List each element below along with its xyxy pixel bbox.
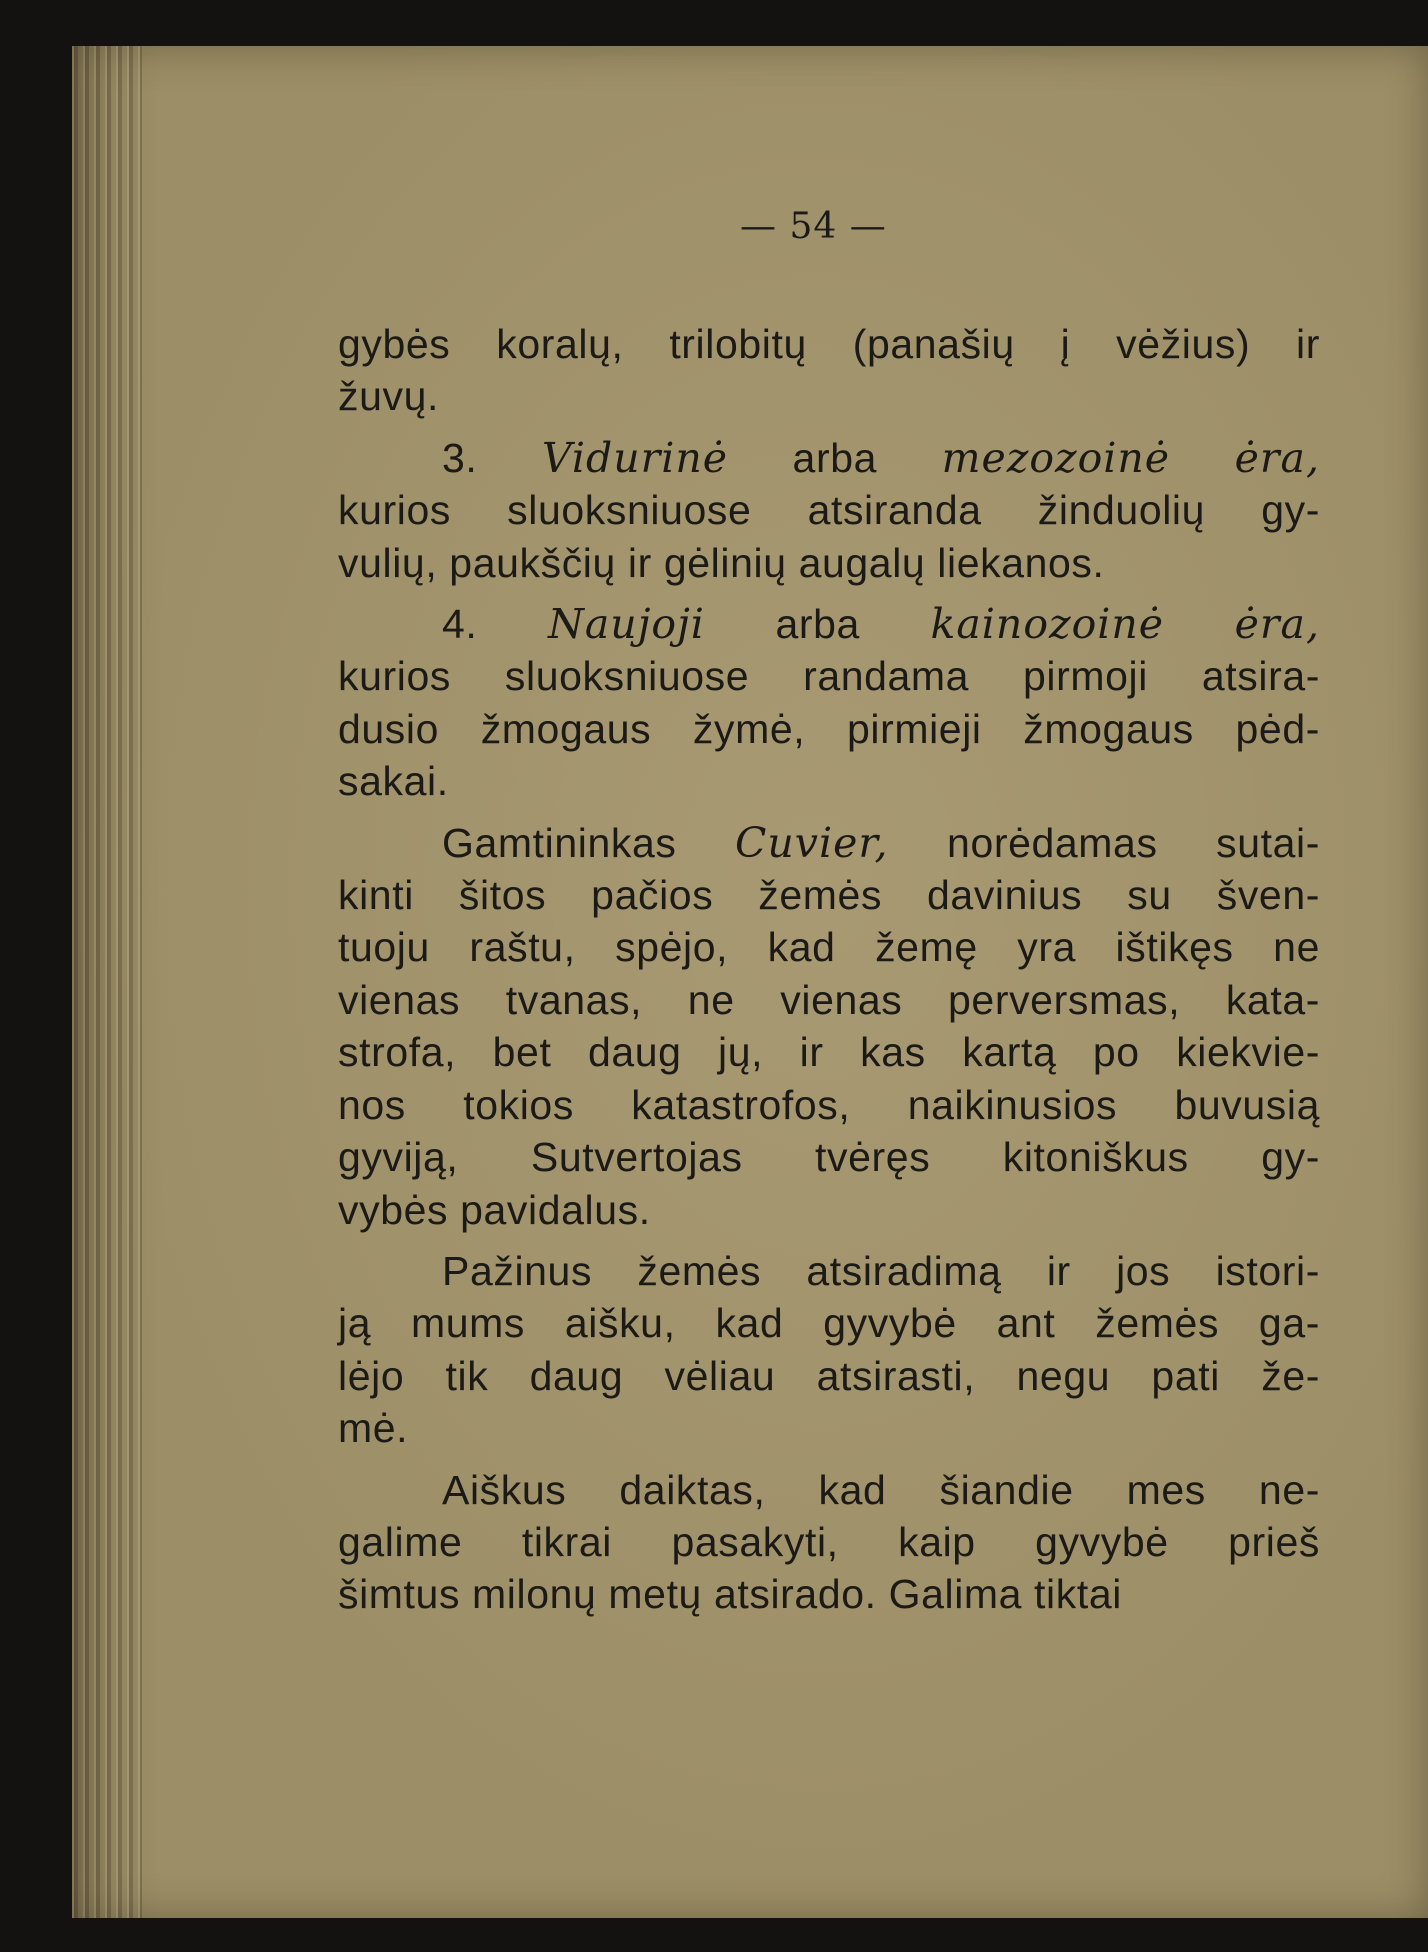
- text-line: [338, 1245, 1320, 1297]
- text-run: arba: [728, 434, 942, 481]
- text-run: gyviją, Sutvertojas tvėręs kitoniškus gy-: [338, 1134, 1320, 1181]
- text-run: lėjo tik daug vėliau atsirasti, negu pati že-: [338, 1352, 1320, 1399]
- text-run: kurios sluoksniuose atsiranda žinduolių gy-: [338, 487, 1320, 534]
- text-run: [1170, 435, 1235, 481]
- paragraph: [338, 1464, 1320, 1621]
- text-run: kurios sluoksniuose randama pirmoji atsira-: [338, 653, 1320, 700]
- text-run: ją mums aišku, kad gyvybė ant žemės ga-: [338, 1300, 1320, 1347]
- text-run: žuvų.: [338, 373, 439, 420]
- text-line: [338, 650, 1320, 702]
- italic-term: kainozoinė: [930, 600, 1165, 649]
- text-line: [338, 370, 1320, 422]
- paragraph: [338, 598, 1320, 808]
- text-line: [338, 703, 1320, 755]
- italic-term: Vidurinė: [541, 433, 728, 482]
- text-run: nos tokios katastrofos, naikinusios buvusią: [338, 1081, 1320, 1128]
- text-line: [338, 432, 1320, 484]
- text-run: 4.: [442, 601, 548, 648]
- text-line: [338, 598, 1320, 650]
- text-run: Pažinus žemės atsiradimą ir jos istori-: [442, 1247, 1320, 1294]
- italic-term: Naujoji: [547, 600, 705, 649]
- italic-term: ėra,: [1234, 433, 1320, 482]
- text-run: norėdamas sutai-: [888, 819, 1320, 866]
- text-line: [338, 755, 1320, 807]
- text-run: sakai.: [338, 758, 449, 805]
- text-line: [338, 1026, 1320, 1078]
- text-line: [338, 1297, 1320, 1349]
- text-line: [338, 921, 1320, 973]
- text-line: [338, 1184, 1320, 1236]
- text-run: mė.: [338, 1405, 409, 1452]
- body-text: [338, 318, 1320, 1621]
- text-run: kinti šitos pačios žemės davinius su šven-: [338, 872, 1320, 919]
- text-line: [338, 1464, 1320, 1516]
- text-run: Aiškus daiktas, kad šiandie mes ne-: [442, 1466, 1320, 1513]
- italic-term: ėra,: [1234, 600, 1320, 649]
- text-run: vulių, paukščių ir gėlinių augalų liekanos.: [338, 539, 1105, 586]
- text-run: šimtus milonų metų atsirado. Galima tiktai: [338, 1571, 1122, 1618]
- paragraph: [338, 432, 1320, 589]
- paragraph: [338, 1245, 1320, 1455]
- text-run: dusio žmogaus žymė, pirmieji žmogaus pėd-: [338, 705, 1320, 752]
- text-run: arba: [704, 601, 931, 648]
- text-line: [338, 974, 1320, 1026]
- text-run: vybės pavidalus.: [338, 1186, 651, 1233]
- paragraph: [338, 817, 1320, 1236]
- text-run: strofa, bet daug jų, ir kas kartą po kiekvie-: [338, 1029, 1320, 1076]
- text-run: Gamtininkas: [442, 819, 736, 866]
- text-run: 3.: [442, 434, 542, 481]
- italic-term: mezozoinė: [941, 433, 1171, 482]
- paragraph: [338, 318, 1320, 423]
- text-line: [338, 817, 1320, 869]
- page-edges: [72, 46, 142, 1918]
- text-run: gybės koralų, trilobitų (panašių į vėžius) ir: [338, 321, 1320, 367]
- text-line: [338, 869, 1320, 921]
- text-line: [338, 1516, 1320, 1568]
- italic-term: Cuvier,: [735, 818, 889, 867]
- page-number: — 54 —: [740, 206, 887, 247]
- text-line: [338, 1402, 1320, 1454]
- text-run: vienas tvanas, ne vienas perversmas, kata-: [338, 976, 1320, 1023]
- text-run: galime tikrai pasakyti, kaip gyvybė prieš: [338, 1518, 1320, 1565]
- text-line: [338, 318, 1320, 370]
- text-line: [338, 484, 1320, 536]
- text-line: [338, 1079, 1320, 1131]
- text-line: [338, 1350, 1320, 1402]
- text-line: [338, 1568, 1320, 1620]
- text-line: [338, 1131, 1320, 1183]
- text-line: [338, 537, 1320, 589]
- text-run: [1164, 601, 1235, 647]
- text-run: tuoju raštu, spėjo, kad žemę yra ištikęs ne: [338, 924, 1320, 971]
